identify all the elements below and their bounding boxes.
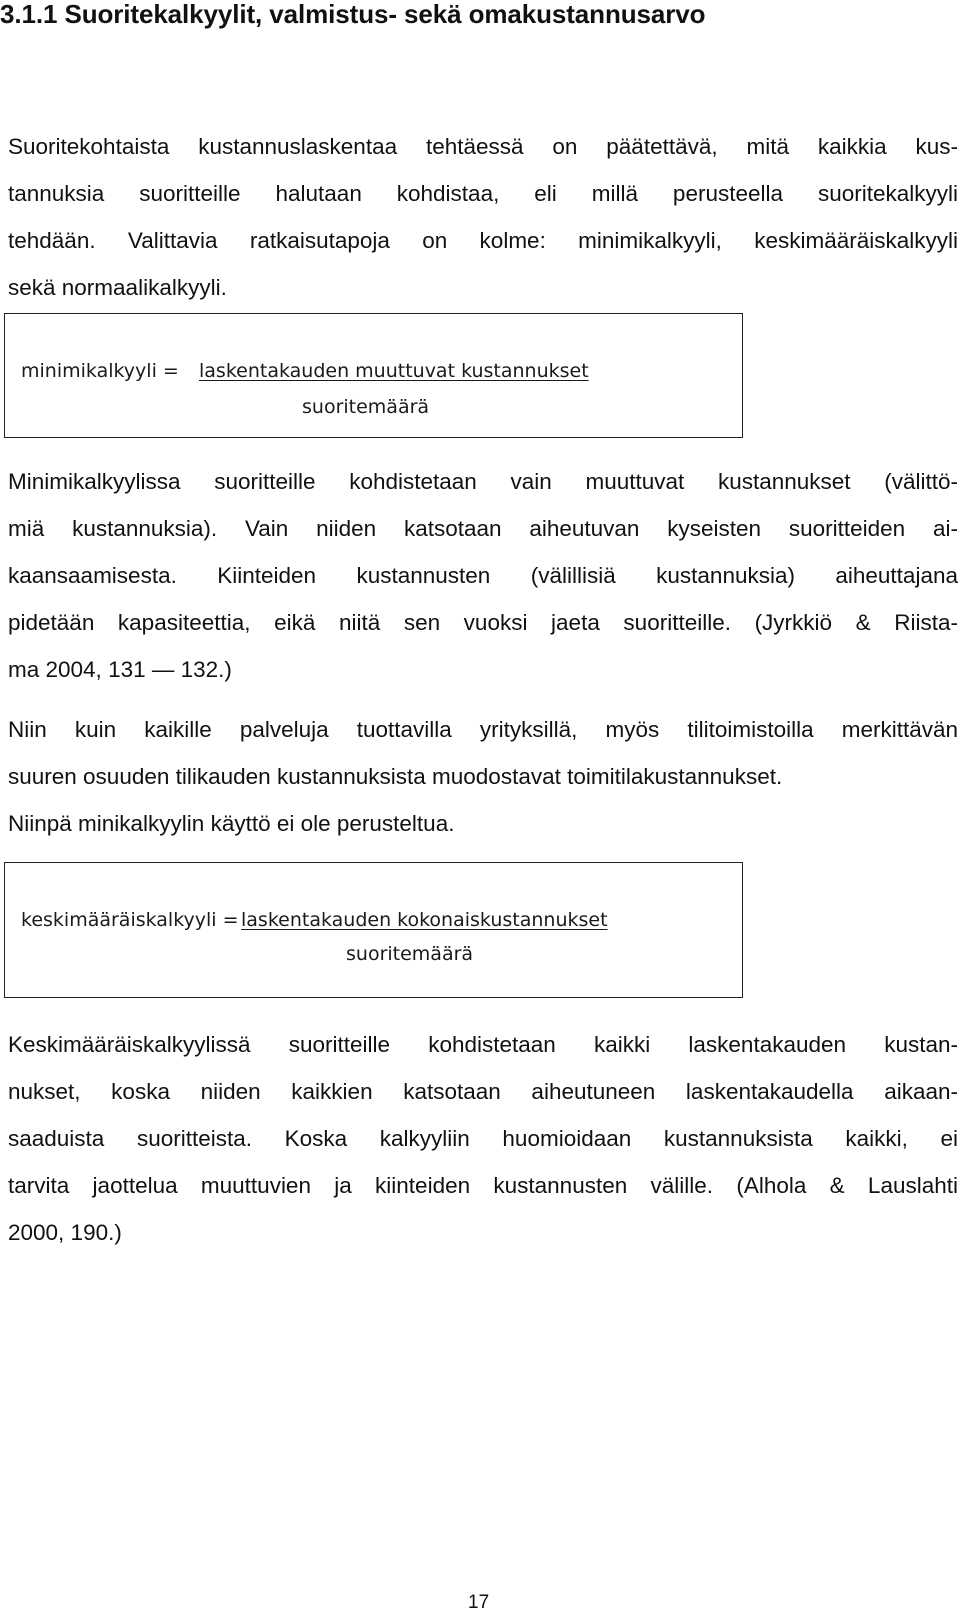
paragraph-keskimaaraiskalkyyli (8, 1021, 958, 1256)
minimikalkyyli-formula-box (4, 313, 743, 438)
paragraph-line: ma 2004, 131 — 132.) (8, 657, 232, 682)
formula-denominator: suoritemäärä (346, 943, 474, 965)
formula-denominator: suoritemäärä (302, 396, 430, 418)
paragraph-line: sekä normaalikalkyyli. (8, 275, 227, 300)
page-number: 17 (468, 1592, 490, 1613)
paragraph-line: miä kustannuksia). Vain niiden katsotaan aiheutuvan kyseisten suoritteiden ai- (8, 516, 958, 541)
formula-label: keskimääräiskalkyyli = (21, 909, 239, 931)
paragraph-minimikalkyyli (8, 458, 958, 693)
paragraph-line: Minimikalkyylissa suoritteille kohdistetaan vain muuttuvat kustannukset (välittö- (8, 469, 958, 494)
paragraph-line: kaansaamisesta. Kiinteiden kustannusten (välillisiä kustannuksia) aiheuttajana (8, 563, 958, 588)
paragraph-line: Suoritekohtaista kustannuslaskentaa tehtäessä on päätettävä, mitä kaikkia kus- (8, 134, 958, 159)
keskimaaraiskalkyyli-formula-box (4, 862, 743, 998)
formula-numerator: laskentakauden kokonaiskustannukset (241, 909, 608, 931)
section-heading: 3.1.1 Suoritekalkyylit, valmistus- sekä omakustannusarvo (0, 0, 706, 29)
paragraph-line: tarvita jaottelua muuttuvien ja kiinteiden kustannusten välille. (Alhola & Lauslahti (8, 1173, 958, 1198)
paragraph-line: Niin kuin kaikille palveluja tuottavilla yrityksillä, myös tilitoimistoilla merkittävän (8, 717, 958, 742)
paragraph-line: 2000, 190.) (8, 1220, 122, 1245)
paragraph-intro (8, 123, 958, 311)
paragraph-line: tehdään. Valittavia ratkaisutapoja on kolme: minimikalkyyli, keskimääräiskalkyyli (8, 228, 958, 253)
formula-label: minimikalkyyli = (21, 360, 179, 382)
formula-numerator: laskentakauden muuttuvat kustannukset (199, 360, 589, 382)
paragraph-line: tannuksia suoritteille halutaan kohdistaa, eli millä perusteella suoritekalkyyli (8, 181, 958, 206)
paragraph-line: pidetään kapasiteettia, eikä niitä sen vuoksi jaeta suoritteille. (Jyrkkiö & Riista- (8, 610, 958, 635)
paragraph-tilitoimistot (8, 706, 958, 847)
paragraph-line: Keskimääräiskalkyylissä suoritteille kohdistetaan kaikki laskentakauden kustan- (8, 1032, 958, 1057)
paragraph-line: suuren osuuden tilikauden kustannuksista muodostavat toimitilakustannukset. (8, 764, 783, 789)
paragraph-line: Niinpä minikalkyylin käyttö ei ole perusteltua. (8, 811, 455, 836)
paragraph-line: saaduista suoritteista. Koska kalkyyliin huomioidaan kustannuksista kaikki, ei (8, 1126, 958, 1151)
paragraph-line: nukset, koska niiden kaikkien katsotaan aiheutuneen laskentakaudella aikaan- (8, 1079, 958, 1104)
